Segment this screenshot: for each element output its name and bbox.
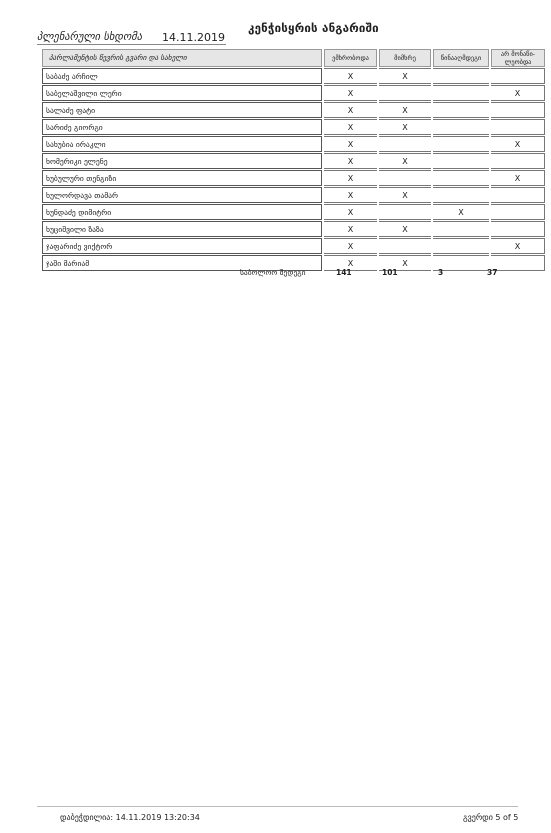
table-row	[42, 187, 545, 203]
header-underline	[37, 44, 226, 45]
vote-mark: X	[324, 85, 377, 101]
vote-mark: X	[324, 187, 377, 203]
vote-mark: X	[324, 238, 377, 254]
vote-mark: X	[324, 170, 377, 186]
vote-mark	[379, 170, 431, 186]
vote-mark	[491, 221, 545, 237]
member-name: ხუბულური თენგიზი	[42, 170, 322, 186]
vote-mark: X	[324, 255, 377, 271]
vote-mark: X	[324, 119, 377, 135]
vote-mark	[379, 136, 431, 152]
member-name: საბაძე არჩილ	[42, 68, 322, 84]
session-date: 14.11.2019	[162, 31, 225, 44]
vote-mark: X	[324, 68, 377, 84]
vote-mark	[433, 238, 489, 254]
total-against: 3	[438, 268, 444, 277]
vote-mark	[379, 85, 431, 101]
vote-mark: X	[324, 221, 377, 237]
member-name: ხუნდაძე დიმიტრი	[42, 204, 322, 220]
vote-mark	[491, 153, 545, 169]
total-for: 141	[336, 268, 352, 277]
member-name: სალაძე ფატი	[42, 102, 322, 118]
member-name: ხომერიკი ელენე	[42, 153, 322, 169]
vote-mark: X	[324, 153, 377, 169]
vote-mark: X	[491, 170, 545, 186]
vote-mark	[433, 85, 489, 101]
table-row	[42, 85, 545, 101]
member-name: ხუციშვილი ზაზა	[42, 221, 322, 237]
table-row	[42, 221, 545, 237]
member-name: საბელაშვილი ლერი	[42, 85, 322, 101]
vote-mark: X	[379, 153, 431, 169]
vote-mark: X	[433, 204, 489, 220]
vote-mark: X	[379, 255, 431, 271]
vote-mark: X	[324, 102, 377, 118]
vote-mark: X	[379, 221, 431, 237]
footer-divider	[37, 806, 518, 807]
vote-mark	[491, 102, 545, 118]
vote-mark: X	[379, 119, 431, 135]
totals-label: საბოლოო შედეგი	[240, 268, 306, 277]
vote-mark	[491, 68, 545, 84]
table-header-row	[42, 49, 545, 67]
vote-mark: X	[324, 204, 377, 220]
vote-mark	[379, 238, 431, 254]
column-header-against: წინააღმდეგი	[433, 49, 489, 67]
table-row	[42, 153, 545, 169]
vote-mark	[491, 204, 545, 220]
vote-mark: X	[379, 68, 431, 84]
print-timestamp: დაბეჭდილია: 14.11.2019 13:20:34	[60, 813, 200, 822]
member-name: ჯაფარიძე ვიქტორ	[42, 238, 322, 254]
column-header-absent: არ მონაწი-ლეობდა	[491, 49, 545, 67]
table-row	[42, 204, 545, 220]
vote-mark: X	[491, 136, 545, 152]
table-row	[42, 102, 545, 118]
vote-mark	[433, 136, 489, 152]
total-absent: 37	[487, 268, 498, 277]
report-title: კენჭისყრის ანგარიში	[248, 21, 379, 35]
table-row	[42, 238, 545, 254]
member-name: სახუბია ირაკლი	[42, 136, 322, 152]
vote-mark: X	[379, 187, 431, 203]
vote-mark	[491, 255, 545, 271]
vote-mark	[433, 170, 489, 186]
vote-mark	[491, 119, 545, 135]
member-name: ჯაში მარიამ	[42, 255, 322, 271]
vote-mark: X	[324, 136, 377, 152]
table-row	[42, 170, 545, 186]
vote-mark	[433, 221, 489, 237]
total-support: 101	[382, 268, 398, 277]
vote-mark	[433, 153, 489, 169]
vote-table	[40, 48, 547, 272]
vote-mark	[433, 187, 489, 203]
column-header-name: პარლამენტის წევრის გვარი და სახელი	[42, 49, 322, 67]
table-row	[42, 68, 545, 84]
vote-mark	[433, 68, 489, 84]
member-name: სარიძე გიორგი	[42, 119, 322, 135]
member-name: ხულორდავა თამარ	[42, 187, 322, 203]
table-row	[42, 136, 545, 152]
session-name: პლენარული სხდომა	[37, 31, 143, 43]
vote-mark	[433, 119, 489, 135]
column-header-for: ემხრობოდა	[324, 49, 377, 67]
vote-mark	[491, 187, 545, 203]
vote-mark: X	[491, 238, 545, 254]
vote-mark: X	[379, 102, 431, 118]
page-number: გვერდი 5 of 5	[463, 813, 519, 822]
column-header-support: მიმხრე	[379, 49, 431, 67]
vote-mark	[379, 204, 431, 220]
table-row	[42, 119, 545, 135]
vote-mark	[433, 102, 489, 118]
vote-mark: X	[491, 85, 545, 101]
